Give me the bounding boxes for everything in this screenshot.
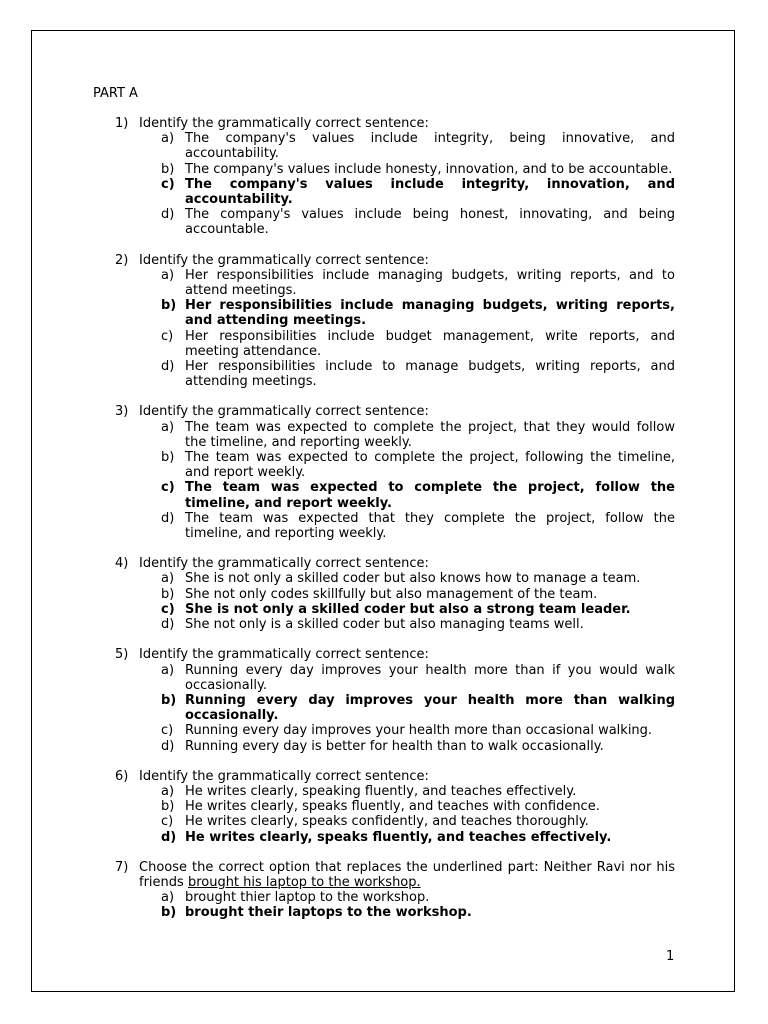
option: [161, 723, 675, 738]
option-label: d): [161, 510, 175, 526]
option-text: The company's values include being honest, innovating, and being accountable.: [185, 207, 675, 238]
option-correct: [161, 298, 675, 328]
option-correct: [161, 693, 675, 723]
option-list: [115, 890, 675, 920]
question-stem: [115, 556, 675, 571]
question-prompt: [139, 860, 675, 890]
option-text: She is not only a skilled coder but also knows how to manage a team.: [185, 571, 641, 587]
option-text: Running every day improves your health more than walking occasionally.: [185, 692, 675, 724]
option: [161, 799, 675, 814]
option-text: brought their laptops to the workshop.: [185, 905, 472, 921]
option: [161, 450, 675, 480]
option-text: Her responsibilities include managing budgets, writing reports, and to attend meetings.: [185, 267, 675, 299]
question-prompt-text: Identify the grammatically correct sentence:: [139, 647, 429, 663]
question-4: [115, 556, 675, 632]
option: [161, 329, 675, 359]
question-prompt-text: Identify the grammatically correct sentence:: [139, 768, 429, 784]
option-label: b): [161, 692, 177, 708]
option-text: The team was expected that they complete the project, follow the timeline, and reporting weekly.: [185, 510, 675, 542]
question-stem: [115, 116, 675, 131]
option-text: Her responsibilities include to manage budgets, writing reports, and attending meetings.: [185, 359, 675, 390]
question-stem: [115, 769, 675, 784]
option: [161, 420, 675, 450]
option-label: a): [161, 890, 175, 906]
question-prompt-text: Identify the grammatically correct sentence:: [139, 252, 429, 268]
option-label: b): [161, 161, 175, 177]
question-prompt-text: Identify the grammatically correct sentence:: [139, 404, 429, 420]
option-list: [115, 131, 675, 237]
option-label: a): [161, 419, 175, 435]
option-label: b): [161, 298, 177, 314]
option-correct: [161, 830, 675, 845]
option-label: c): [161, 814, 174, 830]
option-label: d): [161, 207, 175, 223]
question-prompt: [139, 253, 675, 268]
question-prompt-text: Identify the grammatically correct sentence:: [139, 116, 429, 131]
question-number: 6): [115, 768, 129, 784]
option-text: Running every day improves your health more than if you would walk occasionally.: [185, 662, 675, 693]
underlined-phrase: brought his laptop to the workshop.: [187, 874, 421, 890]
option-label: a): [161, 267, 175, 283]
question-prompt: [139, 116, 675, 131]
option-label: b): [161, 905, 177, 921]
option-list: [115, 420, 675, 542]
option-label: c): [161, 328, 174, 344]
question-stem: [115, 647, 675, 662]
option: [161, 663, 675, 693]
question-prompt: [139, 647, 675, 662]
question-number: 5): [115, 647, 129, 663]
question-1: [115, 116, 675, 238]
question-stem: [115, 860, 675, 890]
question-stem: [115, 404, 675, 419]
option-text: He writes clearly, speaks confidently, and teaches thoroughly.: [185, 814, 589, 830]
question-prompt: [139, 556, 675, 571]
option-label: a): [161, 783, 175, 799]
option-text: The company's values include integrity, innovation, and accountability.: [185, 176, 675, 208]
option-label: c): [161, 480, 175, 496]
option-text: brought thier laptop to the workshop.: [185, 890, 430, 906]
question-stem: [115, 253, 675, 268]
option-text: The team was expected to complete the project, follow the timeline, and report weekly.: [185, 480, 675, 511]
question-7: [115, 860, 675, 921]
page-number: 1: [666, 949, 675, 964]
option-text: He writes clearly, speaking fluently, and teaches effectively.: [185, 783, 577, 799]
option: [161, 814, 675, 829]
option-label: d): [161, 617, 175, 633]
option-label: a): [161, 131, 175, 147]
option-correct: [161, 480, 675, 510]
option-text: He writes clearly, speaks fluently, and teaches effectively.: [185, 829, 612, 845]
option: [161, 739, 675, 754]
option-label: d): [161, 738, 175, 754]
option-text: She is not only a skilled coder but also a strong team leader.: [185, 601, 631, 617]
option: [161, 784, 675, 799]
question-prompt: [139, 404, 675, 419]
question-2: [115, 253, 675, 390]
option-label: d): [161, 359, 175, 375]
option-label: b): [161, 586, 175, 602]
question-6: [115, 769, 675, 845]
option-correct: [161, 177, 675, 207]
option-text: Running every day is better for health than to walk occasionally.: [185, 738, 604, 754]
option-text: She not only codes skillfully but also management of the team.: [185, 586, 598, 602]
option-label: a): [161, 571, 175, 587]
question-number: 2): [115, 252, 129, 268]
question-number: 4): [115, 556, 129, 572]
option-text: Her responsibilities include managing budgets, writing reports, and attending meetings.: [185, 298, 675, 329]
option: [161, 162, 675, 177]
option-label: a): [161, 662, 175, 678]
option-text: The company's values include integrity, being innovative, and accountability.: [185, 131, 675, 162]
option-text: The team was expected to complete the project, that they would follow the timeline, and reporting weekly.: [185, 419, 675, 450]
option: [161, 207, 675, 237]
option-text: Her responsibilities include budget management, write reports, and meeting attendance.: [185, 328, 675, 359]
question-number: 1): [115, 116, 129, 131]
option-label: c): [161, 601, 175, 617]
option-label: b): [161, 450, 175, 466]
question-number: 3): [115, 404, 129, 420]
option: [161, 511, 675, 541]
option-label: c): [161, 723, 174, 739]
option: [161, 359, 675, 389]
option: [161, 571, 675, 586]
option: [161, 617, 675, 632]
part-heading: PART A: [93, 86, 138, 101]
option-list: [115, 663, 675, 754]
option-text: He writes clearly, speaks fluently, and teaches with confidence.: [185, 799, 600, 815]
option: [161, 131, 675, 161]
option: [161, 268, 675, 298]
option-correct: [161, 602, 675, 617]
question-number: 7): [115, 859, 129, 875]
option-label: d): [161, 829, 177, 845]
option-list: [115, 784, 675, 845]
option-label: b): [161, 799, 175, 815]
option-list: [115, 268, 675, 390]
option-label: c): [161, 176, 175, 192]
option-text: Running every day improves your health more than occasional walking.: [185, 723, 653, 739]
option: [161, 587, 675, 602]
option-text: The team was expected to complete the project, following the timeline, and report weekly.: [185, 450, 675, 481]
option-text: She not only is a skilled coder but also managing teams well.: [185, 617, 584, 633]
question-3: [115, 404, 675, 541]
question-prompt-text: Identify the grammatically correct sentence:: [139, 556, 429, 572]
question-5: [115, 647, 675, 753]
option: [161, 890, 675, 905]
question-prompt: [139, 769, 675, 784]
option-text: The company's values include honesty, innovation, and to be accountable.: [185, 161, 673, 177]
question-prompt-text: Choose the correct option that replaces the underlined part: Neither Ravi nor his friends: [139, 859, 675, 890]
option-list: [115, 571, 675, 632]
question-list: [115, 116, 675, 936]
option-correct: [161, 905, 675, 920]
